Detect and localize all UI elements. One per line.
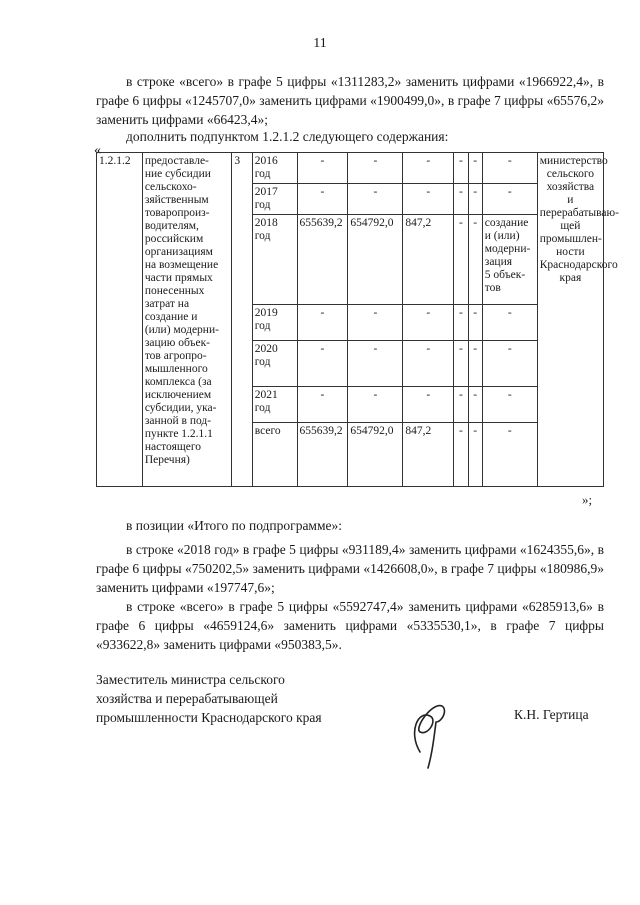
item-code: 1.2.1.2 xyxy=(97,153,143,487)
table-cell: - xyxy=(403,387,454,423)
table-cell: - xyxy=(348,387,403,423)
table-cell: - xyxy=(468,153,482,184)
table-cell: - xyxy=(454,305,468,341)
year-cell: 2016 год xyxy=(252,153,297,184)
table-cell: - xyxy=(482,305,537,341)
item-col3: 3 xyxy=(232,153,252,487)
table-cell: - xyxy=(482,423,537,487)
table-cell: - xyxy=(403,341,454,387)
paragraph-add-subitem: дополнить подпунктом 1.2.1.2 следующего содержания: xyxy=(126,129,449,144)
table-cell: - xyxy=(297,341,348,387)
year-cell: 2019 год xyxy=(252,305,297,341)
item-description: предоставле- ние субсидии сельскохо- зяйственным товаропроиз- водителям, российским организациям на возмещение части прямых понесенных затрат на создание и (или) модерни- зацию объек- тов агропро- мышленного комплекса (за исключением субсидии, ука- занной в под- пункте 1.2.1.1 настоящего Перечня) xyxy=(142,153,232,487)
handwritten-signature xyxy=(398,692,468,772)
paragraph-amend-total: в строке «всего» в графе 5 цифры «1311283,2» заменить цифрами «1966922,4», в графе 6 цифры «1245707,0» заменить цифрами «1900499,0», в графе 7 цифры «65576,2» заменить цифрами «66423,4»; xyxy=(96,74,604,127)
paragraph-amend-2018: в строке «2018 год» в графе 5 цифры «931189,4» заменить цифрами «1624355,6», в графе 6 цифры «750202,5» заменить цифрами «1426608,0», в графе 7 цифры «180986,9» заменить цифрами «197747,6»; xyxy=(96,542,604,595)
table-cell: - xyxy=(348,184,403,215)
table-cell: - xyxy=(403,305,454,341)
table-cell: - xyxy=(454,341,468,387)
table-cell: - xyxy=(454,215,468,305)
subitem-table xyxy=(96,152,619,487)
table-cell: - xyxy=(468,341,482,387)
table-cell: - xyxy=(482,153,537,184)
table-cell: - xyxy=(482,387,537,423)
table-cell: - xyxy=(297,184,348,215)
paragraph-total-position: в позиции «Итого по подпрограмме»: xyxy=(126,518,343,533)
table-cell: - xyxy=(468,184,482,215)
table-cell: - xyxy=(348,305,403,341)
table-row xyxy=(97,153,604,184)
page-number: 11 xyxy=(313,36,327,51)
quote-close: »; xyxy=(582,492,593,507)
table-cell: - xyxy=(468,423,482,487)
quote-open: « xyxy=(94,143,101,158)
table-cell: - xyxy=(297,305,348,341)
table-cell: - xyxy=(348,153,403,184)
table-cell: - xyxy=(297,153,348,184)
table-cell: 655639,2 xyxy=(297,215,348,305)
table-cell: - xyxy=(482,341,537,387)
table-cell: - xyxy=(482,184,537,215)
table-cell: 654792,0 xyxy=(348,215,403,305)
table-cell: - xyxy=(468,387,482,423)
year-cell: 2021 год xyxy=(252,387,297,423)
table-cell: - xyxy=(454,153,468,184)
signatory-name: К.Н. Гертица xyxy=(514,707,589,722)
year-cell: всего xyxy=(252,423,297,487)
table-cell: - xyxy=(454,423,468,487)
year-cell: 2018 год xyxy=(252,215,297,305)
table-cell: - xyxy=(454,387,468,423)
table-cell: - xyxy=(348,341,403,387)
table-cell: 654792,0 xyxy=(348,423,403,487)
table-cell: 847,2 xyxy=(403,215,454,305)
table-cell: - xyxy=(403,153,454,184)
table-cell: - xyxy=(468,305,482,341)
responsible-body: министерство сельского хозяйства и перерабатываю- щей промышлен- ности Краснодарского края xyxy=(537,153,603,487)
table-cell: - xyxy=(403,184,454,215)
table-cell: - xyxy=(468,215,482,305)
table-cell: - xyxy=(454,184,468,215)
signatory-title: Заместитель министра сельского хозяйства и перерабатывающей промышленности Краснодарского края xyxy=(96,672,322,725)
result-cell: создание и (или) модерни- зация 5 объек- тов xyxy=(482,215,537,305)
table-cell: - xyxy=(297,387,348,423)
table-cell: 655639,2 xyxy=(297,423,348,487)
year-cell: 2017 год xyxy=(252,184,297,215)
year-cell: 2020 год xyxy=(252,341,297,387)
table-cell: 847,2 xyxy=(403,423,454,487)
paragraph-amend-total-all: в строке «всего» в графе 5 цифры «5592747,4» заменить цифрами «6285913,6» в графе 6 цифры «4659124,6» заменить цифрами «5335530,1», в графе 7 цифры «933622,8» заменить цифрами «950383,5». xyxy=(96,599,604,652)
